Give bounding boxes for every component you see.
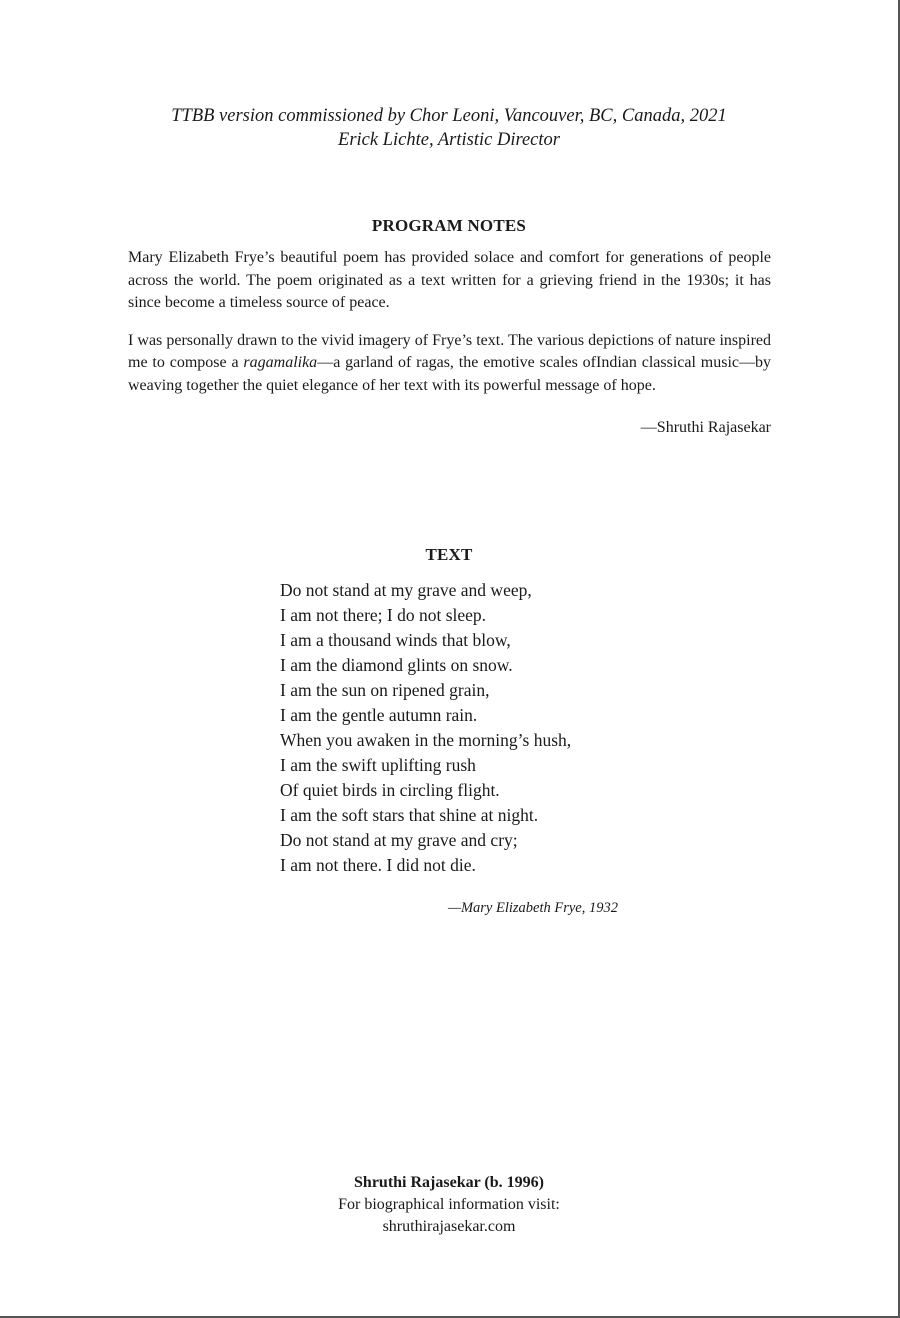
program-notes-paragraph: [128, 330, 771, 398]
program-notes-signature: —Shruthi Rajasekar: [640, 419, 771, 436]
poem-line: I am not there; I do not sleep.: [280, 605, 487, 625]
program-notes-heading: PROGRAM NOTES: [371, 216, 527, 235]
poem-line: Do not stand at my grave and weep,: [280, 580, 532, 600]
website-link[interactable]: shruthirajasekar.com: [382, 1218, 516, 1235]
poem-line: I am the soft stars that shine at night.: [280, 805, 539, 825]
commission-block: [0, 104, 898, 152]
poem-line: I am the sun on ripened grain,: [280, 680, 490, 700]
poem-credit: —Mary Elizabeth Frye, 1932: [448, 900, 618, 916]
composer-block: [0, 1172, 898, 1238]
poem-line: Do not stand at my grave and cry;: [280, 830, 518, 850]
bio-info-line: For biographical information visit:: [338, 1196, 560, 1213]
composer-name: Shruthi Rajasekar (b. 1996): [354, 1174, 544, 1191]
poem-line: I am a thousand winds that blow,: [280, 630, 511, 650]
text-heading: TEXT: [425, 545, 473, 564]
poem-line: When you awaken in the morning’s hush,: [280, 730, 572, 750]
poem-line: Of quiet birds in circling flight.: [280, 780, 500, 800]
paragraph-text: I was personally drawn to the vivid imagery of Frye’s text. The various depictions of nature inspired me to compose a: [128, 331, 771, 371]
program-notes-paragraph: Mary Elizabeth Frye’s beautiful poem has provided solace and comfort for generations of people across the world. The poem originated as a text written for a grieving friend in the 1930s; it has since become a timeless source of peace.: [128, 249, 771, 311]
poem: [280, 578, 571, 878]
artistic-director-line: Erick Lichte, Artistic Director: [338, 130, 560, 150]
paragraph-text: —a garland of ragas, the emotive scales ofIndian classical music—by weaving together the quiet elegance of her text with its powerful message of hope.: [128, 354, 771, 394]
commission-line: TTBB version commissioned by Chor Leoni, Vancouver, BC, Canada, 2021: [171, 106, 727, 126]
poem-line: I am the gentle autumn rain.: [280, 705, 478, 725]
poem-line: I am not there. I did not die.: [280, 855, 476, 875]
poem-line: I am the swift uplifting rush: [280, 755, 476, 775]
ragamalika-term: ragamalika: [243, 354, 318, 371]
poem-line: I am the diamond glints on snow.: [280, 655, 513, 675]
program-notes-body: [128, 247, 771, 412]
